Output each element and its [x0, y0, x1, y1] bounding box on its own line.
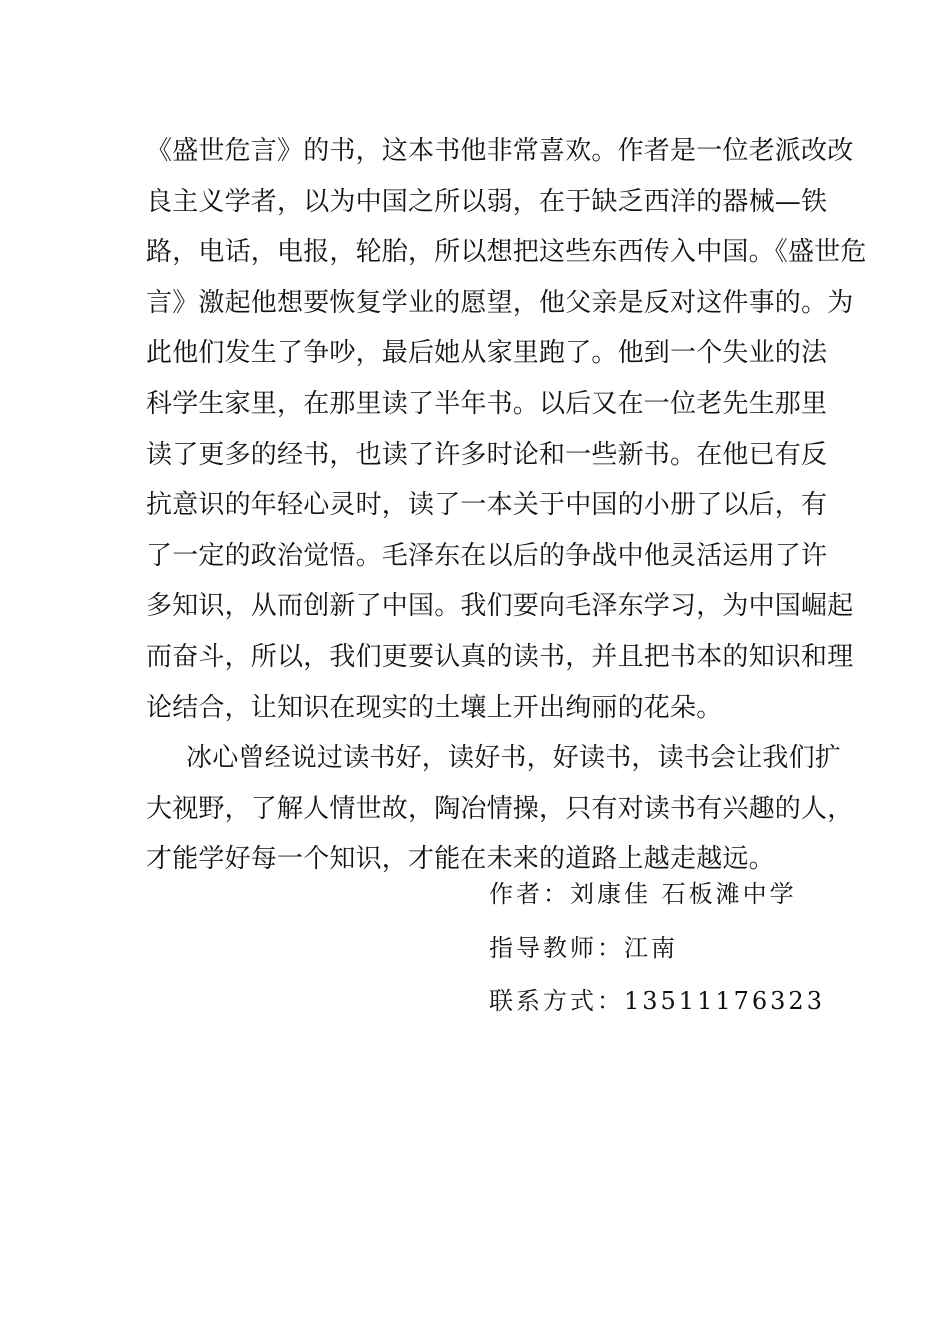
- paragraph-line: 《盛世危言》的书，这本书他非常喜欢。作者是一位老派改改: [146, 136, 854, 166]
- article-body: [146, 126, 867, 885]
- paragraph-line: 多知识，从而创新了中国。我们要向毛泽东学习，为中国崛起: [146, 591, 854, 622]
- paragraph-1: [146, 126, 867, 733]
- paragraph-line: 此他们发生了争吵，最后她从家里跑了。他到一个失业的法: [146, 338, 828, 369]
- paragraph-line: 科学生家里，在那里读了半年书。以后又在一位老先生那里: [146, 388, 828, 419]
- signature-block: [489, 868, 825, 1029]
- teacher-line: 指导教师：江南: [489, 933, 678, 962]
- author-line: 作者：刘康佳 石板滩中学: [489, 880, 797, 908]
- paragraph-line: 路，电话，电报，轮胎，所以想把这些东西传入中国。《盛世危: [146, 237, 867, 268]
- paragraph-line: 而奋斗，所以，我们更要认真的读书，并且把书本的知识和理: [146, 641, 854, 672]
- paragraph-line: 冰心曾经说过读书好，读好书，好读书，读书会让我们扩: [186, 743, 842, 774]
- paragraph-line: 读了更多的经书，也读了许多时论和一些新书。在他已有反: [146, 439, 828, 470]
- paragraph-line: 良主义学者，以为中国之所以弱，在于缺乏西洋的器械—铁: [146, 186, 828, 217]
- paragraph-line: 了一定的政治觉悟。毛泽东在以后的争战中他灵活运用了许: [146, 540, 828, 571]
- paragraph-line: 才能学好每一个知识，才能在未来的道路上越走越远。: [146, 844, 775, 875]
- paragraph-line: 论结合，让知识在现实的土壤上开出绚丽的花朵。: [146, 692, 723, 723]
- paragraph-line: 大视野，了解人情世故，陶冶情操，只有对读书有兴趣的人，: [146, 793, 854, 824]
- paragraph-2: [146, 733, 854, 885]
- paragraph-line: 言》激起他想要恢复学业的愿望，他父亲是反对这件事的。为: [146, 287, 854, 318]
- paragraph-line: 抗意识的年轻心灵时，读了一本关于中国的小册了以后，有: [146, 490, 828, 521]
- contact-line: 联系方式：13511176323: [489, 987, 825, 1015]
